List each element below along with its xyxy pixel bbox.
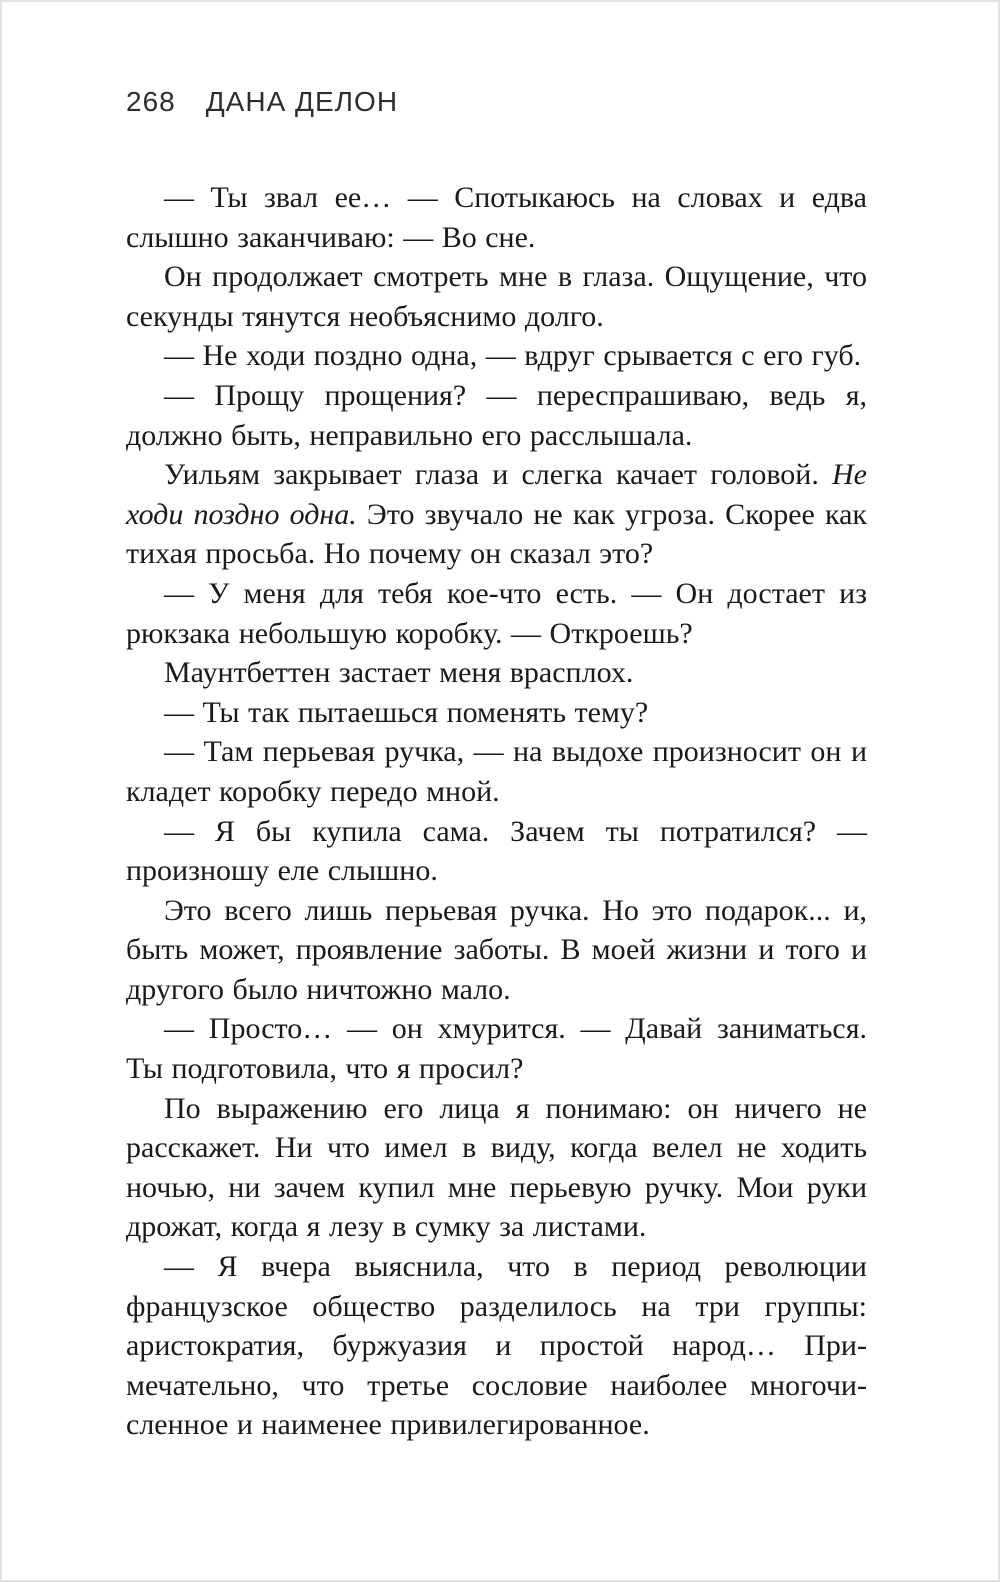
paragraph: — Я бы купила сама. Зачем ты потратился? — произношу еле слышно.: [126, 814, 867, 888]
paragraph: — Ты так пытаешься поменять тему?: [164, 695, 649, 729]
paragraph: — Я вчера выяснила, что в период революции французское общество разделилось на три группы: аристократия, буржуазия и простой народ… Примечательно, что третье сословие наиболее многочисленное и наименее привилегированное.: [126, 1250, 867, 1442]
paragraph: — Там перьевая ручка, — на выдохе произносит он и кладет коробку передо мной.: [126, 735, 867, 808]
paragraph: По выражению его лица я понимаю: он ничего не расскажет. Ни что имел в виду, когда велел не ходить ночью, ни зачем купил мне перьевую ручку. Мои руки дрожат, когда я лезу в сумку за листами.: [126, 1091, 867, 1244]
paragraph: Это всего лишь перьевая ручка. Но это подарок... и, быть может, проявление заботы. В моей жизни и того и другого было ничтожно мало.: [126, 893, 867, 1006]
page-number: 268: [126, 86, 176, 117]
paragraph: — Не ходи поздно одна, — вдруг срывается с его губ.: [164, 339, 862, 373]
paragraph: Маунтбеттен застает меня врасплох.: [164, 656, 634, 690]
running-header: [126, 86, 398, 118]
paragraph: [126, 455, 867, 574]
paragraph-italic-segment: Не ходи поздно одна.: [126, 458, 867, 531]
paragraph: Он продолжает смотреть мне в глаза. Ощущение, что секунды тянутся необъяснимо долго.: [126, 260, 867, 333]
paragraph-segment: Это звучало не как угроза. Скорее как тихая просьба. Но почему он сказал это?: [126, 497, 867, 571]
author-name: ДАНА ДЕЛОН: [205, 86, 399, 117]
paragraph-segment: Уильям закрывает глаза и слегка качает головой.: [164, 458, 833, 492]
paragraph: — Просто… — он хмурится. — Давай заниматься. Ты подготовила, что я просил?: [126, 1012, 867, 1086]
page-text: [126, 178, 867, 1445]
paragraph: — Прощу прощения? — переспрашиваю, ведь я, должно быть, неправильно его расслышала.: [126, 378, 867, 452]
paragraph: — Ты звал ее… — Спотыкаюсь на словах и едва слышно заканчиваю: — Во сне.: [126, 181, 867, 254]
paragraph: — У меня для тебя кое-что есть. — Он достает из рюкзака небольшую коробку. — Откроешь?: [126, 576, 867, 650]
